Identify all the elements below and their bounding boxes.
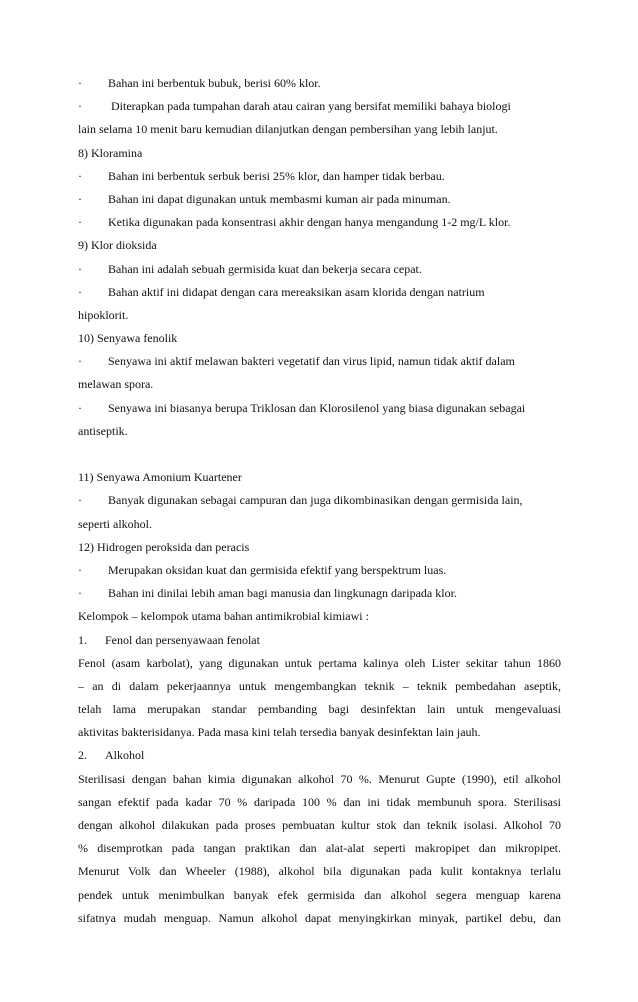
text-line: seperti alkohol.	[78, 516, 152, 531]
paragraph-line: % disemprotkan pada tangan praktikan dan alat-alat seperti makropipet dan mikropipet.	[78, 841, 561, 856]
list-item: · Bahan ini adalah sebuah germisida kuat dan bekerja secara cepat.	[78, 258, 561, 281]
number-mark: 2.	[78, 748, 87, 763]
list-item: · Bahan ini dapat digunakan untuk membasmi kuman air pada minuman.	[78, 188, 561, 211]
list-item: · Diterapkan pada tumpahan darah atau cairan yang bersifat memiliki bahaya biologi	[78, 95, 561, 118]
section-heading: 9) Klor dioksida	[78, 238, 157, 253]
section-heading: 11) Senyawa Amonium Kuartener	[78, 470, 242, 485]
bullet-mark: ·	[78, 493, 82, 508]
document-page	[78, 72, 561, 930]
list-item: · Bahan aktif ini didapat dengan cara mereaksikan asam klorida dengan natrium	[78, 281, 561, 304]
paragraph-line: pendek untuk menimbulkan banyak efek germisida dan alkohol segera menguap karena	[78, 887, 561, 902]
list-item: · Banyak digunakan sebagai campuran dan juga dikombinasikan dengan germisida lain,	[78, 489, 561, 512]
list-item: · Bahan ini dinilai lebih aman bagi manusia dan lingkunagn daripada klor.	[78, 582, 561, 605]
paragraph-line: Sterilisasi dengan bahan kimia digunakan alkohol 70 %. Menurut Gupte (1990), etil alkohol	[78, 771, 561, 786]
bullet-mark: ·	[78, 354, 82, 369]
paragraph-line: Fenol (asam karbolat), yang digunakan untuk pertama kalinya oleh Lister sekitar tahun 1860	[78, 655, 561, 670]
section-heading: 8) Kloramina	[78, 145, 143, 160]
bullet-mark: ·	[78, 99, 82, 114]
list-item: · Senyawa ini biasanya berupa Triklosan dan Klorosilenol yang biasa digunakan sebagai	[78, 397, 561, 420]
blank-line	[78, 443, 561, 466]
paragraph-line: aktivitas bakterisidanya. Pada masa kini telah tersedia banyak desinfektan lain jauh.	[78, 725, 481, 740]
list-item: · Bahan ini berbentuk serbuk berisi 25% klor, dan hamper tidak berbau.	[78, 165, 561, 188]
number-mark: 1.	[78, 632, 87, 647]
section-heading: 12) Hidrogen peroksida dan peracis	[78, 539, 250, 554]
bullet-mark: ·	[78, 191, 82, 206]
list-item: · Bahan ini berbentuk bubuk, berisi 60% klor.	[78, 72, 561, 95]
bullet-mark: ·	[78, 400, 82, 415]
text-line: melawan spora.	[78, 377, 154, 392]
bullet-mark: ·	[78, 261, 82, 276]
bullet-mark: ·	[78, 168, 82, 183]
list-item: · Ketika digunakan pada konsentrasi akhir dengan hanya mengandung 1-2 mg/L klor.	[78, 211, 561, 234]
paragraph-line: – an di dalam pekerjaannya untuk mengembangkan teknik – teknik pembedahan aseptik,	[78, 678, 561, 693]
bullet-mark: ·	[78, 284, 82, 299]
paragraph-line: Menurut Volk dan Wheeler (1988), alkohol bila digunakan pada kulit kontaknya terlalu	[78, 864, 561, 879]
bullet-mark: ·	[78, 215, 82, 230]
bullet-mark: ·	[78, 76, 82, 90]
bullet-mark: ·	[78, 562, 82, 577]
bullet-mark: ·	[78, 586, 82, 601]
list-item: · Merupakan oksidan kuat dan germisida efektif yang berspektrum luas.	[78, 559, 561, 582]
paragraph-line: sangan efektif pada kadar 70 % daripada 100 % dan ini tidak membunuh spora. Sterilisasi	[78, 794, 561, 809]
list-item: · Senyawa ini aktif melawan bakteri vegetatif dan virus lipid, namun tidak aktif dalam	[78, 350, 561, 373]
paragraph-line: sifatnya mudah menguap. Namun alkohol dapat menyingkirkan minyak, partikel debu, dan	[78, 910, 561, 925]
paragraph-line: dengan alkohol dilakukan pada proses pembuatan kultur stok dan teknik isolasi. Alkohol 70	[78, 818, 561, 832]
text-line: antiseptik.	[78, 423, 128, 438]
section-heading: 10) Senyawa fenolik	[78, 331, 178, 346]
numbered-heading: 2. Alkohol	[78, 744, 561, 767]
numbered-heading: 1. Fenol dan persenyawaan fenolat	[78, 629, 561, 652]
paragraph-line: telah lama merupakan standar pembanding bagi desinfektan lain untuk mengevaluasi	[78, 702, 561, 717]
text-line: lain selama 10 menit baru kemudian dilanjutkan dengan pembersihan yang lebih lanjut.	[78, 122, 498, 137]
text-line: Kelompok – kelompok utama bahan antimikrobial kimiawi :	[78, 609, 369, 624]
text-line: hipoklorit.	[78, 307, 129, 322]
